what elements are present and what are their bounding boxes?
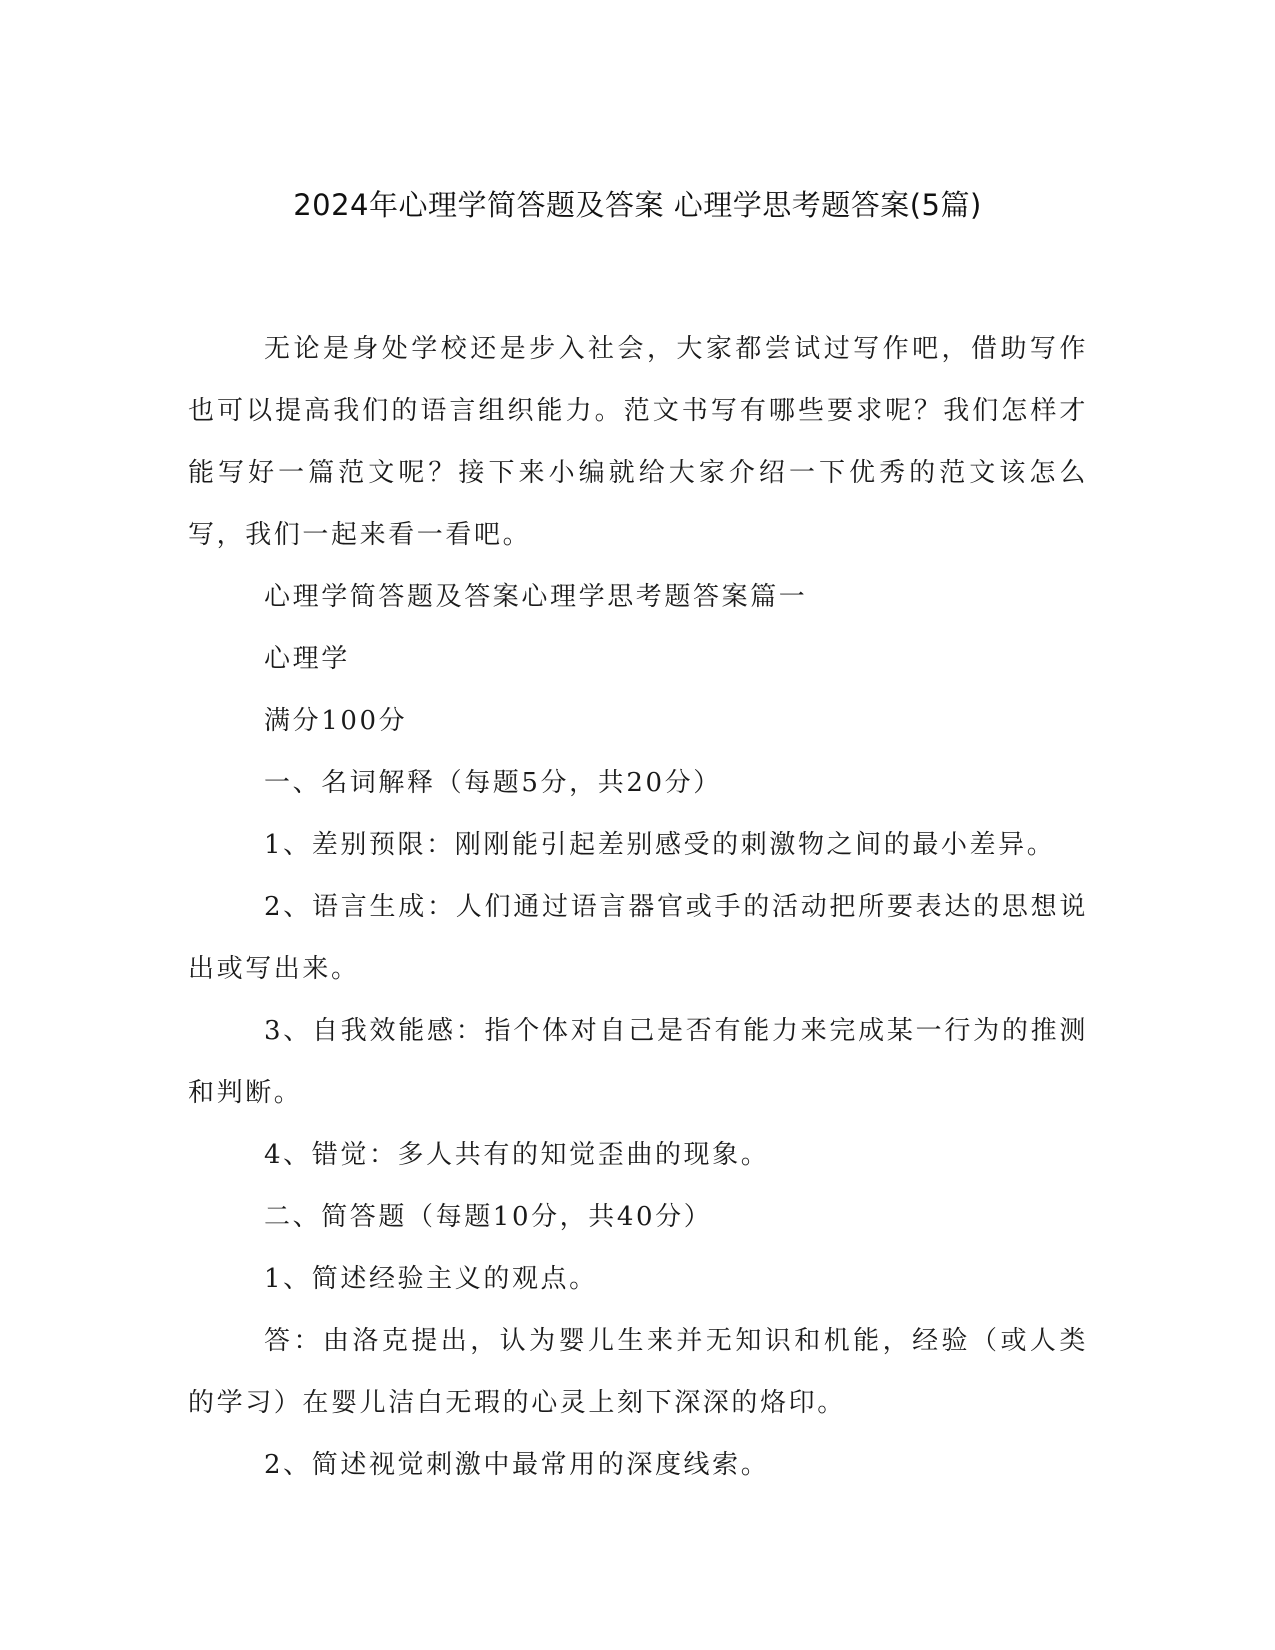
score-line: 满分100分	[264, 706, 408, 736]
term-item: 3、自我效能感：指个体对自己是否有能力来完成某一行为的推测和判断。	[188, 1016, 1088, 1108]
question-item: 2、简述视觉刺激中最常用的深度线索。	[264, 1450, 770, 1480]
answer-item: 答：由洛克提出，认为婴儿生来并无知识和机能，经验（或人类的学习）在婴儿洁白无瑕的心灵上刻下深深的烙印。	[188, 1326, 1088, 1418]
term-item: 2、语言生成：人们通过语言器官或手的活动把所要表达的思想说出或写出来。	[188, 892, 1088, 984]
part-heading-terms: 一、名词解释（每题5分，共20分）	[264, 768, 722, 798]
intro-paragraph: 无论是身处学校还是步入社会，大家都尝试过写作吧，借助写作也可以提高我们的语言组织能力。范文书写有哪些要求呢？我们怎样才能写好一篇范文呢？接下来小编就给大家介绍一下优秀的范文该怎么写，我们一起来看一看吧。	[188, 334, 1088, 550]
section-heading: 心理学简答题及答案心理学思考题答案篇一	[264, 582, 808, 612]
document-body	[188, 318, 1088, 1496]
term-item: 4、错觉：多人共有的知觉歪曲的现象。	[264, 1140, 770, 1170]
question-item: 1、简述经验主义的观点。	[264, 1264, 598, 1294]
part-heading-short-answer: 二、简答题（每题10分，共40分）	[264, 1202, 713, 1232]
document-title: 2024年心理学简答题及答案 心理学思考题答案(5篇)	[293, 188, 982, 222]
subject-line: 心理学	[264, 644, 350, 674]
term-item: 1、差别预限：刚刚能引起差别感受的刺激物之间的最小差异。	[264, 830, 1056, 860]
